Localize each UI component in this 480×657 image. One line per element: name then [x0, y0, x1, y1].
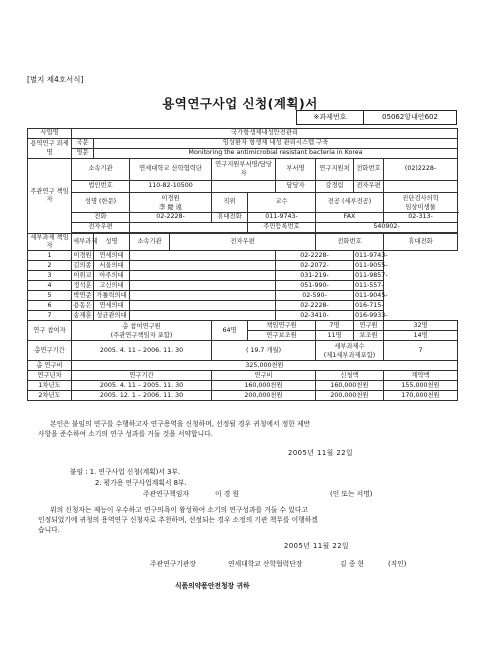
seal-note: (직인) — [388, 560, 407, 568]
sub-task-email — [130, 281, 276, 291]
email2-label: 전자우편 — [72, 223, 130, 233]
year-header-period: 연구기간 — [72, 371, 212, 381]
year-period: 2005. 12. 1 – 2006. 11. 30 — [72, 391, 212, 401]
sub-task-org: 아주의대 — [94, 271, 130, 281]
sub-task-email — [130, 311, 276, 321]
sub-task-tel: 02-2072- — [276, 261, 354, 271]
researcher-count: 32명 — [384, 321, 458, 331]
sub-task-row — [28, 281, 458, 291]
position-label: 직위 — [212, 193, 248, 213]
sub-task-row — [28, 311, 458, 321]
org-head-org: 연세대학교 산학협력단장 — [228, 560, 303, 568]
signature-note: (인 또는 서명) — [330, 490, 373, 498]
sub-task-no: 5 — [28, 291, 72, 301]
researcher-count-label: 연구원 — [354, 321, 384, 331]
sub-task-mobile: 011-9055- — [354, 261, 384, 271]
year-contract: 155,000천원 — [384, 381, 458, 391]
sub-task-row — [28, 271, 458, 281]
researcher-sign-label: 주관연구책임자 — [143, 490, 189, 498]
subcount-label: 세부과제수 — [334, 342, 365, 350]
task-name-kr: 임상환자 항생제 내성 관리시스템 구축 — [94, 139, 458, 149]
period-value: 2005. 4. 11 – 2006. 11. 30 — [72, 341, 212, 361]
fax-value: 02-313- — [384, 213, 458, 223]
business-name-label: 사업명 — [28, 129, 72, 139]
recommend-paragraph — [38, 505, 318, 535]
recommend-line-1: 위의 신청자는 제능이 우수하고 연구의욕이 왕성하여 소기의 연구성과를 거둘 수 있다고 — [50, 506, 308, 514]
lead-researcher-count: 7명 — [316, 321, 354, 331]
sub-header-name: 성명 — [94, 234, 130, 251]
manager-label: 담당자 — [276, 181, 316, 193]
attachment-2: 2. 평가용 연구사업계획서 8부. — [95, 479, 187, 487]
sub-task-email — [130, 291, 276, 301]
task-name-en-label: 영문 — [72, 149, 94, 159]
year-period: 2005. 4. 11 – 2005. 11. 30 — [72, 381, 212, 391]
task-name-row — [28, 139, 458, 149]
application-table — [27, 128, 458, 401]
position-value: 교수 — [248, 193, 316, 213]
sub-task-mobile: 016-715- — [354, 301, 384, 311]
lead-researcher-count-label: 책임연구원 — [248, 321, 316, 331]
form-number-label: [별지 제4호서식] — [27, 75, 84, 84]
sub-task-name: 박연준 — [72, 291, 94, 301]
submajor-value: 임상미생물 — [405, 203, 436, 211]
pledge-line-2: 사항을 준수하여 소기의 연구 성과를 거둘 것을 서약합니다. — [38, 430, 213, 438]
sub-task-row — [28, 301, 458, 311]
sub-header-tel: 전화번호 — [316, 234, 384, 251]
subcount-value: 7 — [384, 341, 458, 361]
sub-task-mobile: 016-9933- — [354, 311, 384, 321]
sub-task-email — [130, 261, 276, 271]
year-label: 1차년도 — [28, 381, 72, 391]
sub-task-org: 연세의대 — [94, 301, 130, 311]
sub-header-task: 세부과제 — [72, 234, 94, 251]
period-label: 총연구기간 — [28, 341, 72, 361]
task-number-label: ※과제번호 — [297, 111, 364, 124]
task-number-box — [296, 110, 457, 125]
sub-task-org: 서울의대 — [94, 261, 130, 271]
year-contract: 170,000천원 — [384, 391, 458, 401]
sub-task-row — [28, 251, 458, 261]
dept-short-label: 부서명 — [276, 159, 316, 181]
assistant-count-label: 연구보조원 — [248, 331, 316, 341]
name-label: 성명 (한문) — [72, 193, 130, 213]
task-name-en: Monitoring the antimicrobial resistant bacteria in Korea — [94, 149, 458, 159]
mobile-label: 휴대전화 — [212, 213, 248, 223]
year-row — [28, 391, 458, 401]
email-label: 전자우편 — [354, 181, 384, 193]
rrn-label: 주민등록번호 — [248, 223, 316, 233]
pledge-line-1: 본인은 붙임의 연구를 수행하고자 연구용역을 신청하며, 선정될 경우 귀청에서 정한 제반 — [50, 420, 311, 428]
pledge-date: 2005년 11월 22일 — [288, 449, 354, 457]
year-applied: 160,000천원 — [316, 381, 384, 391]
sub-task-mobile: 011-9857- — [354, 271, 384, 281]
sub-task-tel: 051-990- — [276, 281, 354, 291]
sub-task-no: 2 — [28, 261, 72, 271]
major-label: 전공 (세부전공) — [316, 193, 384, 213]
recipient: 식품의약품안전청장 귀하 — [175, 582, 250, 590]
sub-task-org: 고신의대 — [94, 281, 130, 291]
sub-task-name: 이경원 — [72, 251, 94, 261]
sub-task-name: 용동은 — [72, 301, 94, 311]
year-cost: 200,000천원 — [212, 391, 316, 401]
phone-label: 전화 — [72, 213, 130, 223]
task-name-kr-label: 국문 — [72, 139, 94, 149]
sub-task-mobile: 011-557- — [354, 281, 384, 291]
name-cell — [130, 193, 212, 213]
sub-task-tel: 031-219- — [276, 271, 354, 281]
sub-task-tel: 02-590- — [276, 291, 354, 301]
affiliation-value: 연세대학교 산학협력단 — [130, 159, 212, 181]
helper-count: 14명 — [384, 331, 458, 341]
helper-count-label: 보조원 — [354, 331, 384, 341]
sub-task-name: 송재훈 — [72, 311, 94, 321]
rrn-value: 540902- — [316, 223, 458, 233]
sub-task-name: 김의종 — [72, 261, 94, 271]
major-cell — [384, 193, 458, 213]
sub-task-tel: 02-3410- — [276, 311, 354, 321]
fax-label: FAX — [316, 213, 384, 223]
mobile-value: 011-9743- — [248, 213, 316, 223]
tel-label: 전화번호 — [354, 159, 384, 181]
sub-task-org: 연세의대 — [94, 251, 130, 261]
staff-total-sub: (주관연구책임자 포함) — [110, 331, 173, 339]
manager-value: 강경림 — [316, 181, 354, 193]
bizno-value: 110-82-10500 — [130, 181, 212, 193]
sub-task-row — [28, 261, 458, 271]
sub-task-org: 가톨릭의대 — [94, 291, 130, 301]
task-number-value: 05062항내안602 — [382, 113, 438, 121]
subcount-sub: (제1세부과제포함) — [323, 351, 376, 359]
total-cost-value: 325,000천원 — [72, 361, 458, 371]
lead-researcher-label: 주관연구 책임자 — [28, 159, 72, 234]
sub-task-email — [130, 301, 276, 311]
name-value: 이경원 — [161, 194, 180, 202]
year-label: 2차년도 — [28, 391, 72, 401]
year-header-year: 연구년차 — [28, 371, 72, 381]
recommend-line-3: 습니다. — [38, 526, 60, 534]
dept-label: 연구지원부서명/담당자 — [212, 159, 276, 181]
sub-task-email — [130, 251, 276, 261]
bizno-label: 법인번호 — [72, 181, 130, 193]
year-header-contract: 계약액 — [384, 371, 458, 381]
sub-task-tel: 02-2228- — [276, 251, 354, 261]
sub-task-no: 7 — [28, 311, 72, 321]
tel-value: (02)2228- — [384, 159, 458, 181]
year-applied: 200,000천원 — [316, 391, 384, 401]
sub-task-name: 정석훈 — [72, 281, 94, 291]
sub-task-mobile: 011-9743- — [354, 251, 384, 261]
business-name-row — [28, 129, 458, 139]
document-title: 용역연구사업 신청(계획)서 — [162, 96, 318, 111]
sub-task-no: 1 — [28, 251, 72, 261]
sub-header-mobile: 휴대전화 — [384, 234, 458, 251]
researcher-sign-name: 이 경 원 — [215, 490, 240, 498]
sub-leaders-label: 세부과제 책임자 — [28, 234, 72, 251]
year-header-cost: 연구비 — [212, 371, 316, 381]
staff-total-cell — [72, 321, 212, 341]
staff-label: 연구 참여자 — [28, 321, 72, 341]
total-cost-label: 총 연구비 — [28, 361, 72, 371]
year-row — [28, 381, 458, 391]
sub-task-row — [28, 291, 458, 301]
assistant-count: 11명 — [316, 331, 354, 341]
sub-header-org: 소속기관 — [130, 234, 170, 251]
sub-task-no: 3 — [28, 271, 72, 281]
year-cost: 160,000천원 — [212, 381, 316, 391]
org-head-name: 김 중 현 — [340, 560, 365, 568]
sub-task-no: 4 — [28, 281, 72, 291]
room-label: 연구지원처 — [316, 159, 354, 181]
staff-total-label: 총 참여연구원 — [122, 322, 161, 330]
subcount-cell — [316, 341, 384, 361]
business-name-value: 국가항생제내성안전관리 — [72, 129, 458, 139]
attachment-1: 붙임 : 1. 연구사업 신청(계획)서 3부. — [70, 468, 181, 476]
recommend-line-2: 인정되었기에 귀청의 용역연구 신청자로 추천하며, 선정되는 경우 소정의 기관 책무를 이행하겠 — [38, 516, 318, 524]
sub-task-org: 성균관의대 — [94, 311, 130, 321]
staff-total-value: 64명 — [212, 321, 248, 341]
phone-value: 02-2228- — [130, 213, 212, 223]
name-hanja: 李 慶 遠 — [159, 203, 182, 211]
sub-task-tel: 02-2228- — [276, 301, 354, 311]
recommend-date: 2005년 11월 22일 — [284, 542, 350, 550]
sub-task-name: 이위교 — [72, 271, 94, 281]
org-head-label: 주관연구기관장 — [150, 560, 196, 568]
sub-header-email: 전자우편 — [170, 234, 316, 251]
period-months: ( 19.7 개월) — [212, 341, 316, 361]
sub-task-mobile: 011-9045- — [354, 291, 384, 301]
task-name-label: 용역연구 과제명 — [28, 139, 72, 159]
sub-task-no: 6 — [28, 301, 72, 311]
pledge-paragraph — [38, 419, 310, 439]
year-header-applied: 신청액 — [316, 371, 384, 381]
major-value: 진단검사의학 — [402, 194, 439, 202]
affiliation-label: 소속기관 — [72, 159, 130, 181]
sub-task-email — [130, 271, 276, 281]
